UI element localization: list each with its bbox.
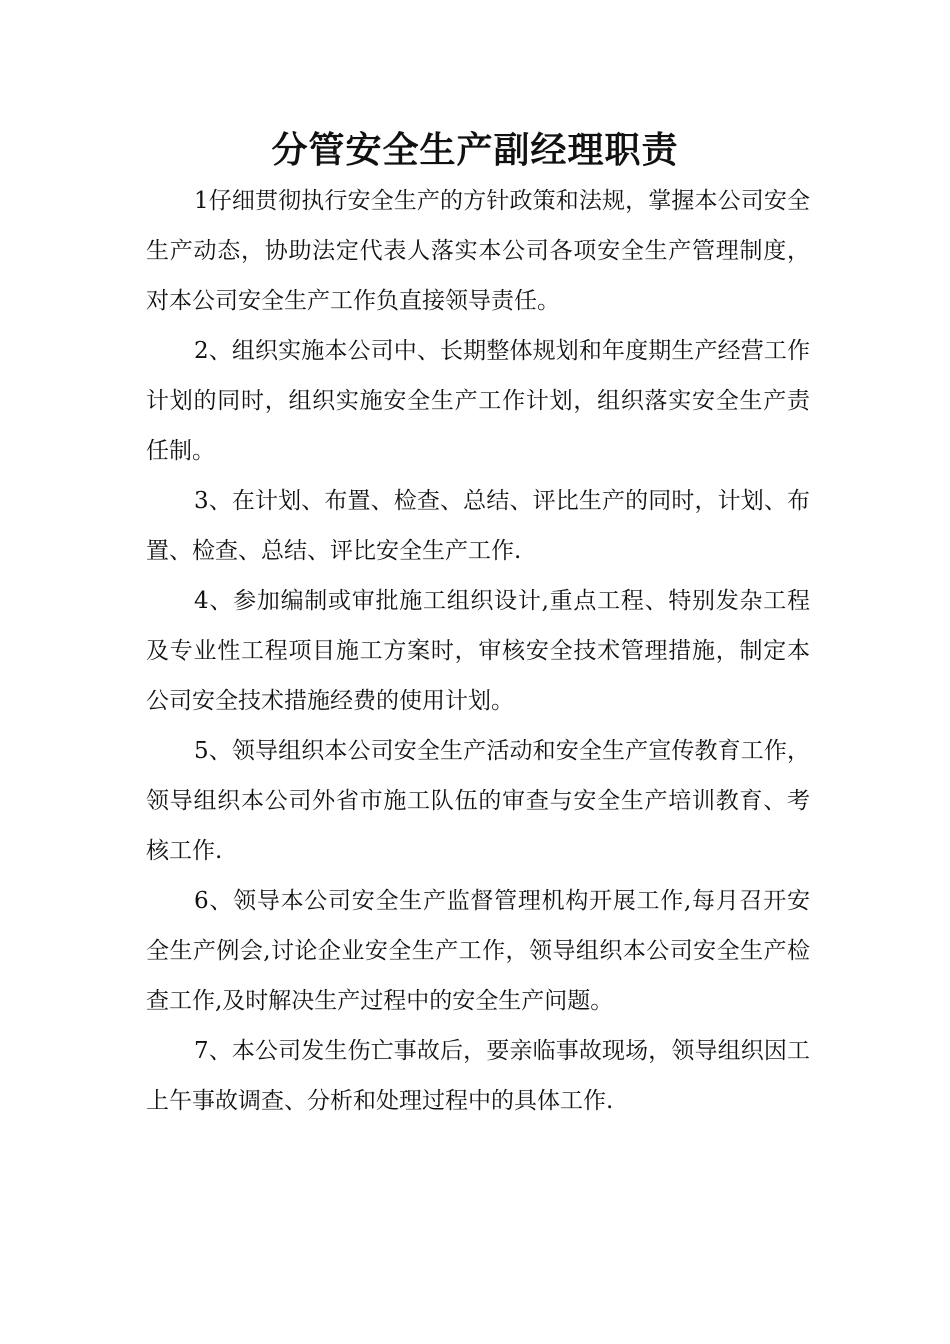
paragraph-7: 7、本公司发生伤亡事故后，要亲临事故现场，领导组织因工上午事故调查、分析和处理过程中的具体工作. (146, 1038, 810, 1114)
document-title: 分管安全生产副经理职责 (271, 130, 679, 171)
paragraph-2: 2、组织实施本公司中、长期整体规划和年度期生产经营工作计划的同时，组织实施安全生产工作计划，组织落实安全生产责任制。 (146, 338, 810, 464)
paragraph-6: 6、领导本公司安全生产监督管理机构开展工作,每月召开安全生产例会,讨论企业安全生产工作，领导组织本公司安全生产检查工作,及时解决生产过程中的安全生产问题。 (146, 888, 810, 1014)
paragraph-5: 5、领导组织本公司安全生产活动和安全生产宣传教育工作，领导组织本公司外省市施工队伍的审查与安全生产培训教育、考核工作. (146, 738, 810, 864)
paragraph-1: 1仔细贯彻执行安全生产的方针政策和法规，掌握本公司安全生产动态，协助法定代表人落实本公司各项安全生产管理制度，对本公司安全生产工作负直接领导责任。 (146, 188, 810, 314)
paragraph-4: 4、参加编制或审批施工组织设计,重点工程、特别发杂工程及专业性工程项目施工方案时，审核安全技术管理措施，制定本公司安全技术措施经费的使用计划。 (146, 588, 810, 714)
document-body (146, 176, 810, 1126)
paragraph-3: 3、在计划、布置、检查、总结、评比生产的同时，计划、布置、检查、总结、评比安全生产工作. (146, 488, 810, 564)
